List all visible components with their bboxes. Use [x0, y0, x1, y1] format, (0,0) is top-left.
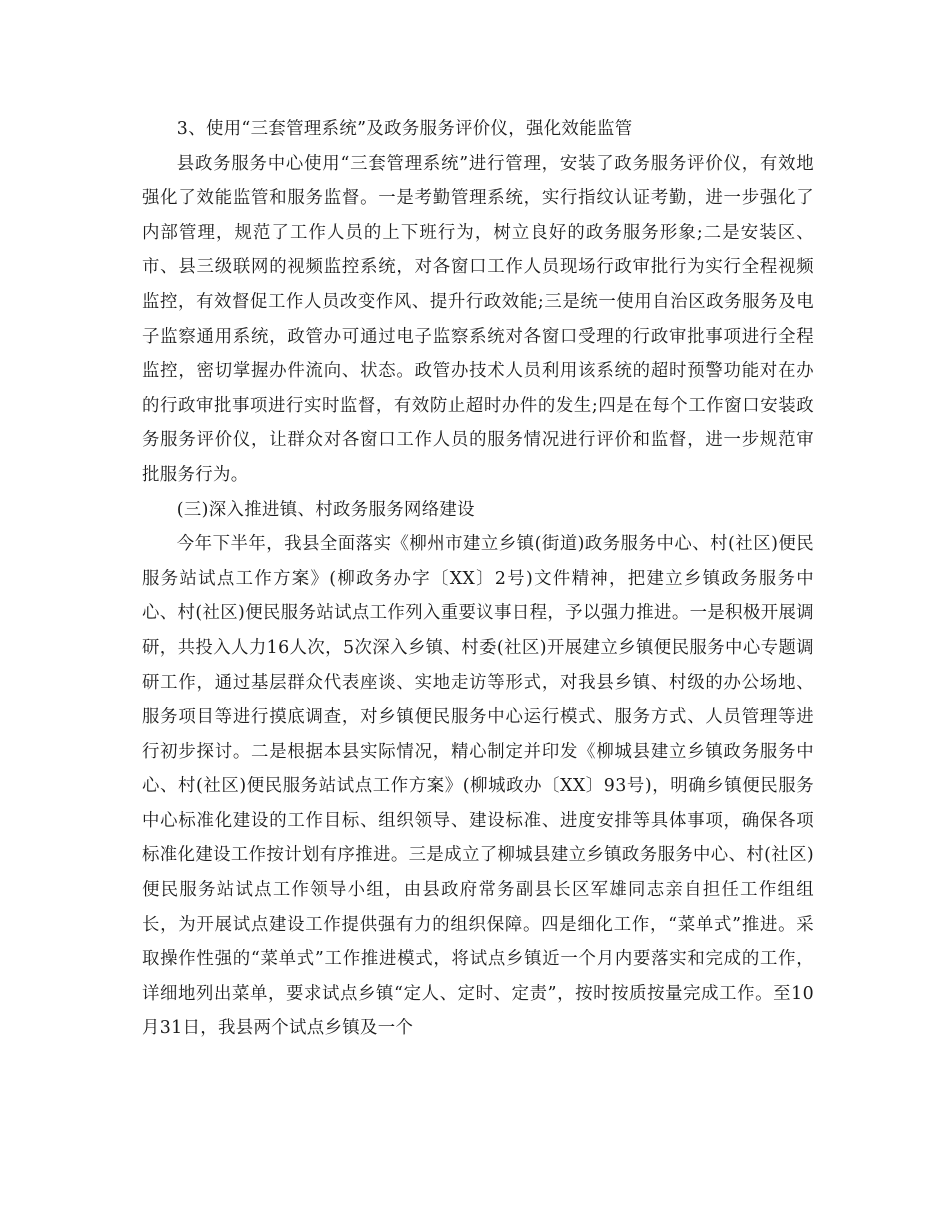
- section-heading-network-construction: (三)深入推进镇、村政务服务网络建设: [176, 499, 475, 520]
- paragraph-pilot-program: 今年下半年，我县全面落实《柳州市建立乡镇(街道)政务服务中心、村(社区)便民服务站试点工作方案》(柳政务办字〔XX〕2号)文件精神，把建立乡镇政务服务中心、村(社区)便民服务站试点工作列入重要议事日程，予以强力推进。一是积极开展调研，共投入人力16人次，5次深入乡镇、村委(社区)开展建立乡镇便民服务中心专题调研工作，通过基层群众代表座谈、实地走访等形式，对我县乡镇、村级的办公场地、服务项目等进行摸底调查，对乡镇便民服务中心运行模式、服务方式、人员管理等进行初步探讨。二是根据本县实际情况，精心制定并印发《柳城县建立乡镇政务服务中心、村(社区)便民服务站试点工作方案》(柳城政办〔XX〕93号)，明确乡镇便民服务中心标准化建设的工作目标、组织领导、建设标准、进度安排等具体事项，确保各项标准化建设工作按计划有序推进。三是成立了柳城县建立乡镇政务服务中心、村(社区)便民服务站试点工作领导小组，由县政府常务副县长区军雄同志亲自担任工作组组长，为开展试点建设工作提供强有力的组织保障。四是细化工作，“菜单式”推进。采取操作性强的“菜单式”工作推进模式，将试点乡镇近一个月内要落实和完成的工作，详细地列出菜单，要求试点乡镇“定人、定时、定责”，按时按质按量完成工作。至10月31日，我县两个试点乡镇及一个: [142, 534, 814, 1039]
- section-heading-efficiency-supervision: 3、使用“三套管理系统”及政务服务评价仪，强化效能监管: [176, 119, 633, 139]
- paragraph-management-systems: 县政务服务中心使用“三套管理系统”进行管理，安装了政务服务评价仪，有效地强化了效能监管和服务监督。一是考勤管理系统，实行指纹认证考勤，进一步强化了内部管理，规范了工作人员的上下班行为，树立良好的政务服务形象;二是安装区、市、县三级联网的视频监控系统，对各窗口工作人员现场行政审批行为实行全程视频监控，有效督促工作人员改变作风、提升行政效能;三是统一使用自治区政务服务及电子监察通用系统，政管办可通过电子监察系统对各窗口受理的行政审批事项进行全程监控，密切掌握办件流向、状态。政管办技术人员利用该系统的超时预警功能对在办的行政审批事项进行实时监督，有效防止超时办件的发生;四是在每个工作窗口安装政务服务评价仪，让群众对各窗口工作人员的服务情况进行评价和监督，进一步规范审批服务行为。: [142, 153, 814, 485]
- document-page: [142, 112, 814, 1046]
